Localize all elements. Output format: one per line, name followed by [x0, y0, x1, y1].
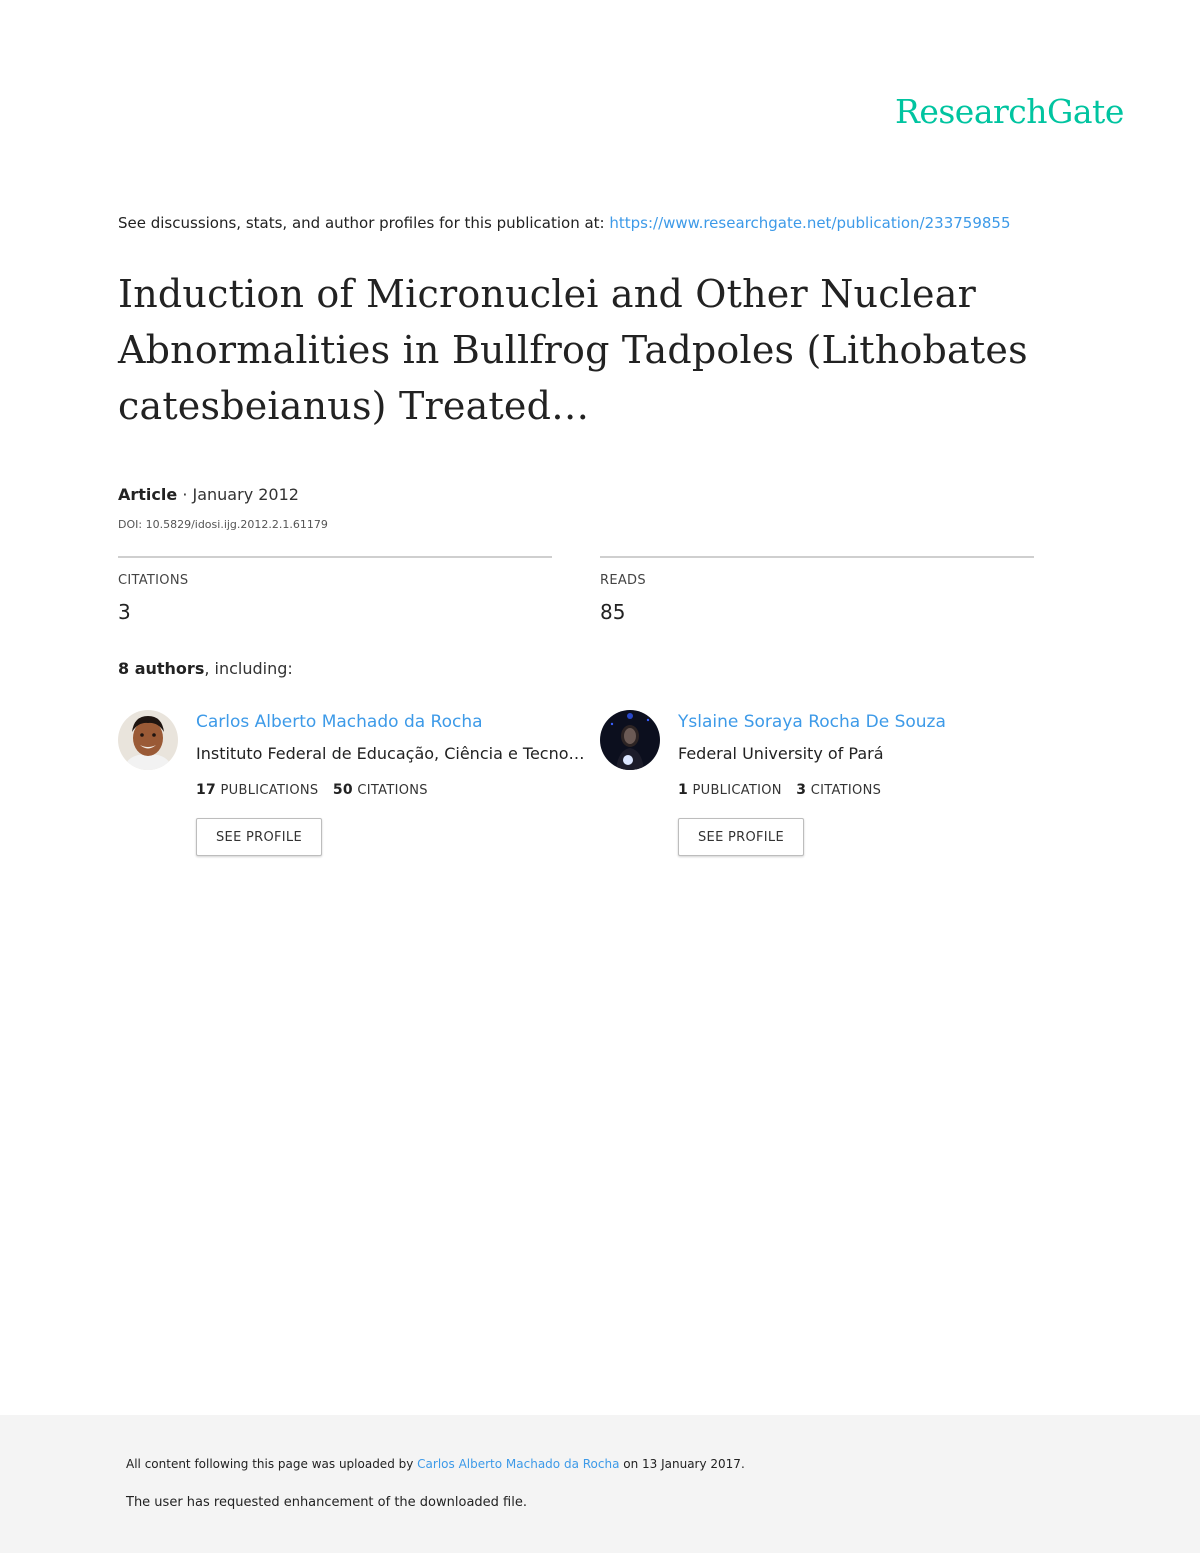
reads-value: 85: [600, 600, 626, 624]
author-stats: [678, 782, 881, 798]
see-profile-button[interactable]: SEE PROFILE: [678, 818, 804, 856]
see-discussions-line: [118, 214, 1011, 232]
reads-label: READS: [600, 573, 646, 588]
author-citations-count: 3: [796, 782, 807, 798]
reads-divider: [600, 556, 1034, 558]
author-stats: [196, 782, 428, 798]
author-citations-count: 50: [332, 782, 353, 798]
citations-value: 3: [118, 600, 131, 624]
publication-url-link[interactable]: https://www.researchgate.net/publication/233759855: [609, 214, 1011, 232]
publications-label: PUBLICATIONS: [220, 783, 319, 798]
avatar[interactable]: [600, 710, 660, 770]
publications-count: 1: [678, 782, 689, 798]
upload-suffix: on 13 January 2017.: [619, 1457, 745, 1471]
author-photo-icon: [118, 710, 178, 770]
citations-label: CITATIONS: [118, 573, 189, 588]
avatar[interactable]: [118, 710, 178, 770]
authors-summary: [118, 659, 293, 678]
article-meta: [118, 485, 299, 504]
article-date: January 2012: [192, 485, 299, 504]
author-institution: Instituto Federal de Educação, Ciência e Tecno…: [196, 744, 585, 763]
see-profile-button[interactable]: SEE PROFILE: [196, 818, 322, 856]
publications-count: 17: [196, 782, 217, 798]
author-citations-label: CITATIONS: [357, 783, 428, 798]
footer: [0, 1415, 1200, 1553]
authors-including: , including:: [204, 659, 293, 678]
author-name-link[interactable]: Yslaine Soraya Rocha De Souza: [678, 712, 946, 732]
enhancement-notice: The user has requested enhancement of the downloaded file.: [126, 1495, 527, 1510]
author-name-link[interactable]: Carlos Alberto Machado da Rocha: [196, 712, 483, 732]
uploader-link[interactable]: Carlos Alberto Machado da Rocha: [417, 1457, 620, 1471]
author-institution: Federal University of Pará: [678, 744, 884, 763]
upload-notice: [126, 1457, 745, 1471]
article-type: Article: [118, 485, 178, 504]
citations-divider: [118, 556, 552, 558]
article-title: Induction of Micronuclei and Other Nuclear Abnormalities in Bullfrog Tadpoles (Lithobates catesbeianus) Treated…: [118, 272, 1028, 428]
see-discussions-text: See discussions, stats, and author profiles for this publication at:: [118, 214, 610, 232]
author-photo-icon: [600, 710, 660, 770]
publications-label: PUBLICATION: [692, 783, 782, 798]
upload-prefix: All content following this page was uploaded by: [126, 1457, 418, 1471]
authors-count: 8 authors: [118, 659, 205, 678]
meta-separator: ·: [177, 485, 193, 504]
researchgate-logo[interactable]: ResearchGate: [895, 92, 1124, 131]
author-citations-label: CITATIONS: [810, 783, 882, 798]
article-doi: DOI: 10.5829/idosi.ijg.2012.2.1.61179: [118, 518, 328, 531]
